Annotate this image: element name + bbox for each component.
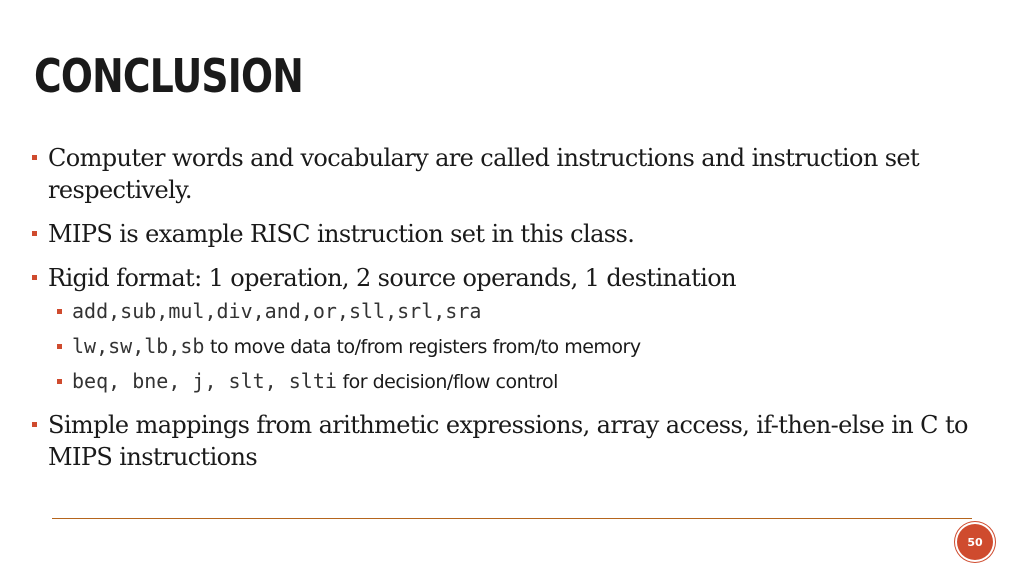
bullet-item xyxy=(32,218,982,250)
square-bullet-icon xyxy=(57,379,62,384)
bullet-item xyxy=(32,409,982,473)
bullet-list xyxy=(32,142,982,485)
bullet-text: Rigid format: 1 operation, 2 source operands, 1 destination xyxy=(48,264,736,292)
page-number-badge: 50 xyxy=(957,524,993,560)
square-bullet-icon xyxy=(32,275,37,280)
sub-bullet-item xyxy=(32,333,982,360)
square-bullet-icon xyxy=(57,309,62,314)
square-bullet-icon xyxy=(32,231,37,236)
slide-title: CONCLUSION xyxy=(34,49,303,103)
square-bullet-icon xyxy=(32,155,37,160)
bullet-text: Simple mappings from arithmetic expressions, array access, if-then-else in C to MIPS instructions xyxy=(48,411,968,471)
bullet-item xyxy=(32,262,982,294)
sub-bullet-item xyxy=(32,298,982,325)
instruction-code: add,sub,mul,div,and,or,sll,srl,sra xyxy=(72,299,482,323)
instruction-code: lw,sw,lb,sb xyxy=(72,334,205,358)
bullet-item xyxy=(32,142,982,206)
footer-divider xyxy=(52,518,972,519)
sub-bullet-text: to move data to/from registers from/to memory xyxy=(204,336,641,358)
sub-bullet-item xyxy=(32,368,982,395)
bullet-text: MIPS is example RISC instruction set in this class. xyxy=(48,220,635,248)
square-bullet-icon xyxy=(57,344,62,349)
bullet-text: Computer words and vocabulary are called instructions and instruction set respectively. xyxy=(48,144,920,204)
sub-bullet-text: for decision/flow control xyxy=(336,371,558,393)
instruction-code: beq, bne, j, slt, slti xyxy=(72,369,337,393)
square-bullet-icon xyxy=(32,422,37,427)
